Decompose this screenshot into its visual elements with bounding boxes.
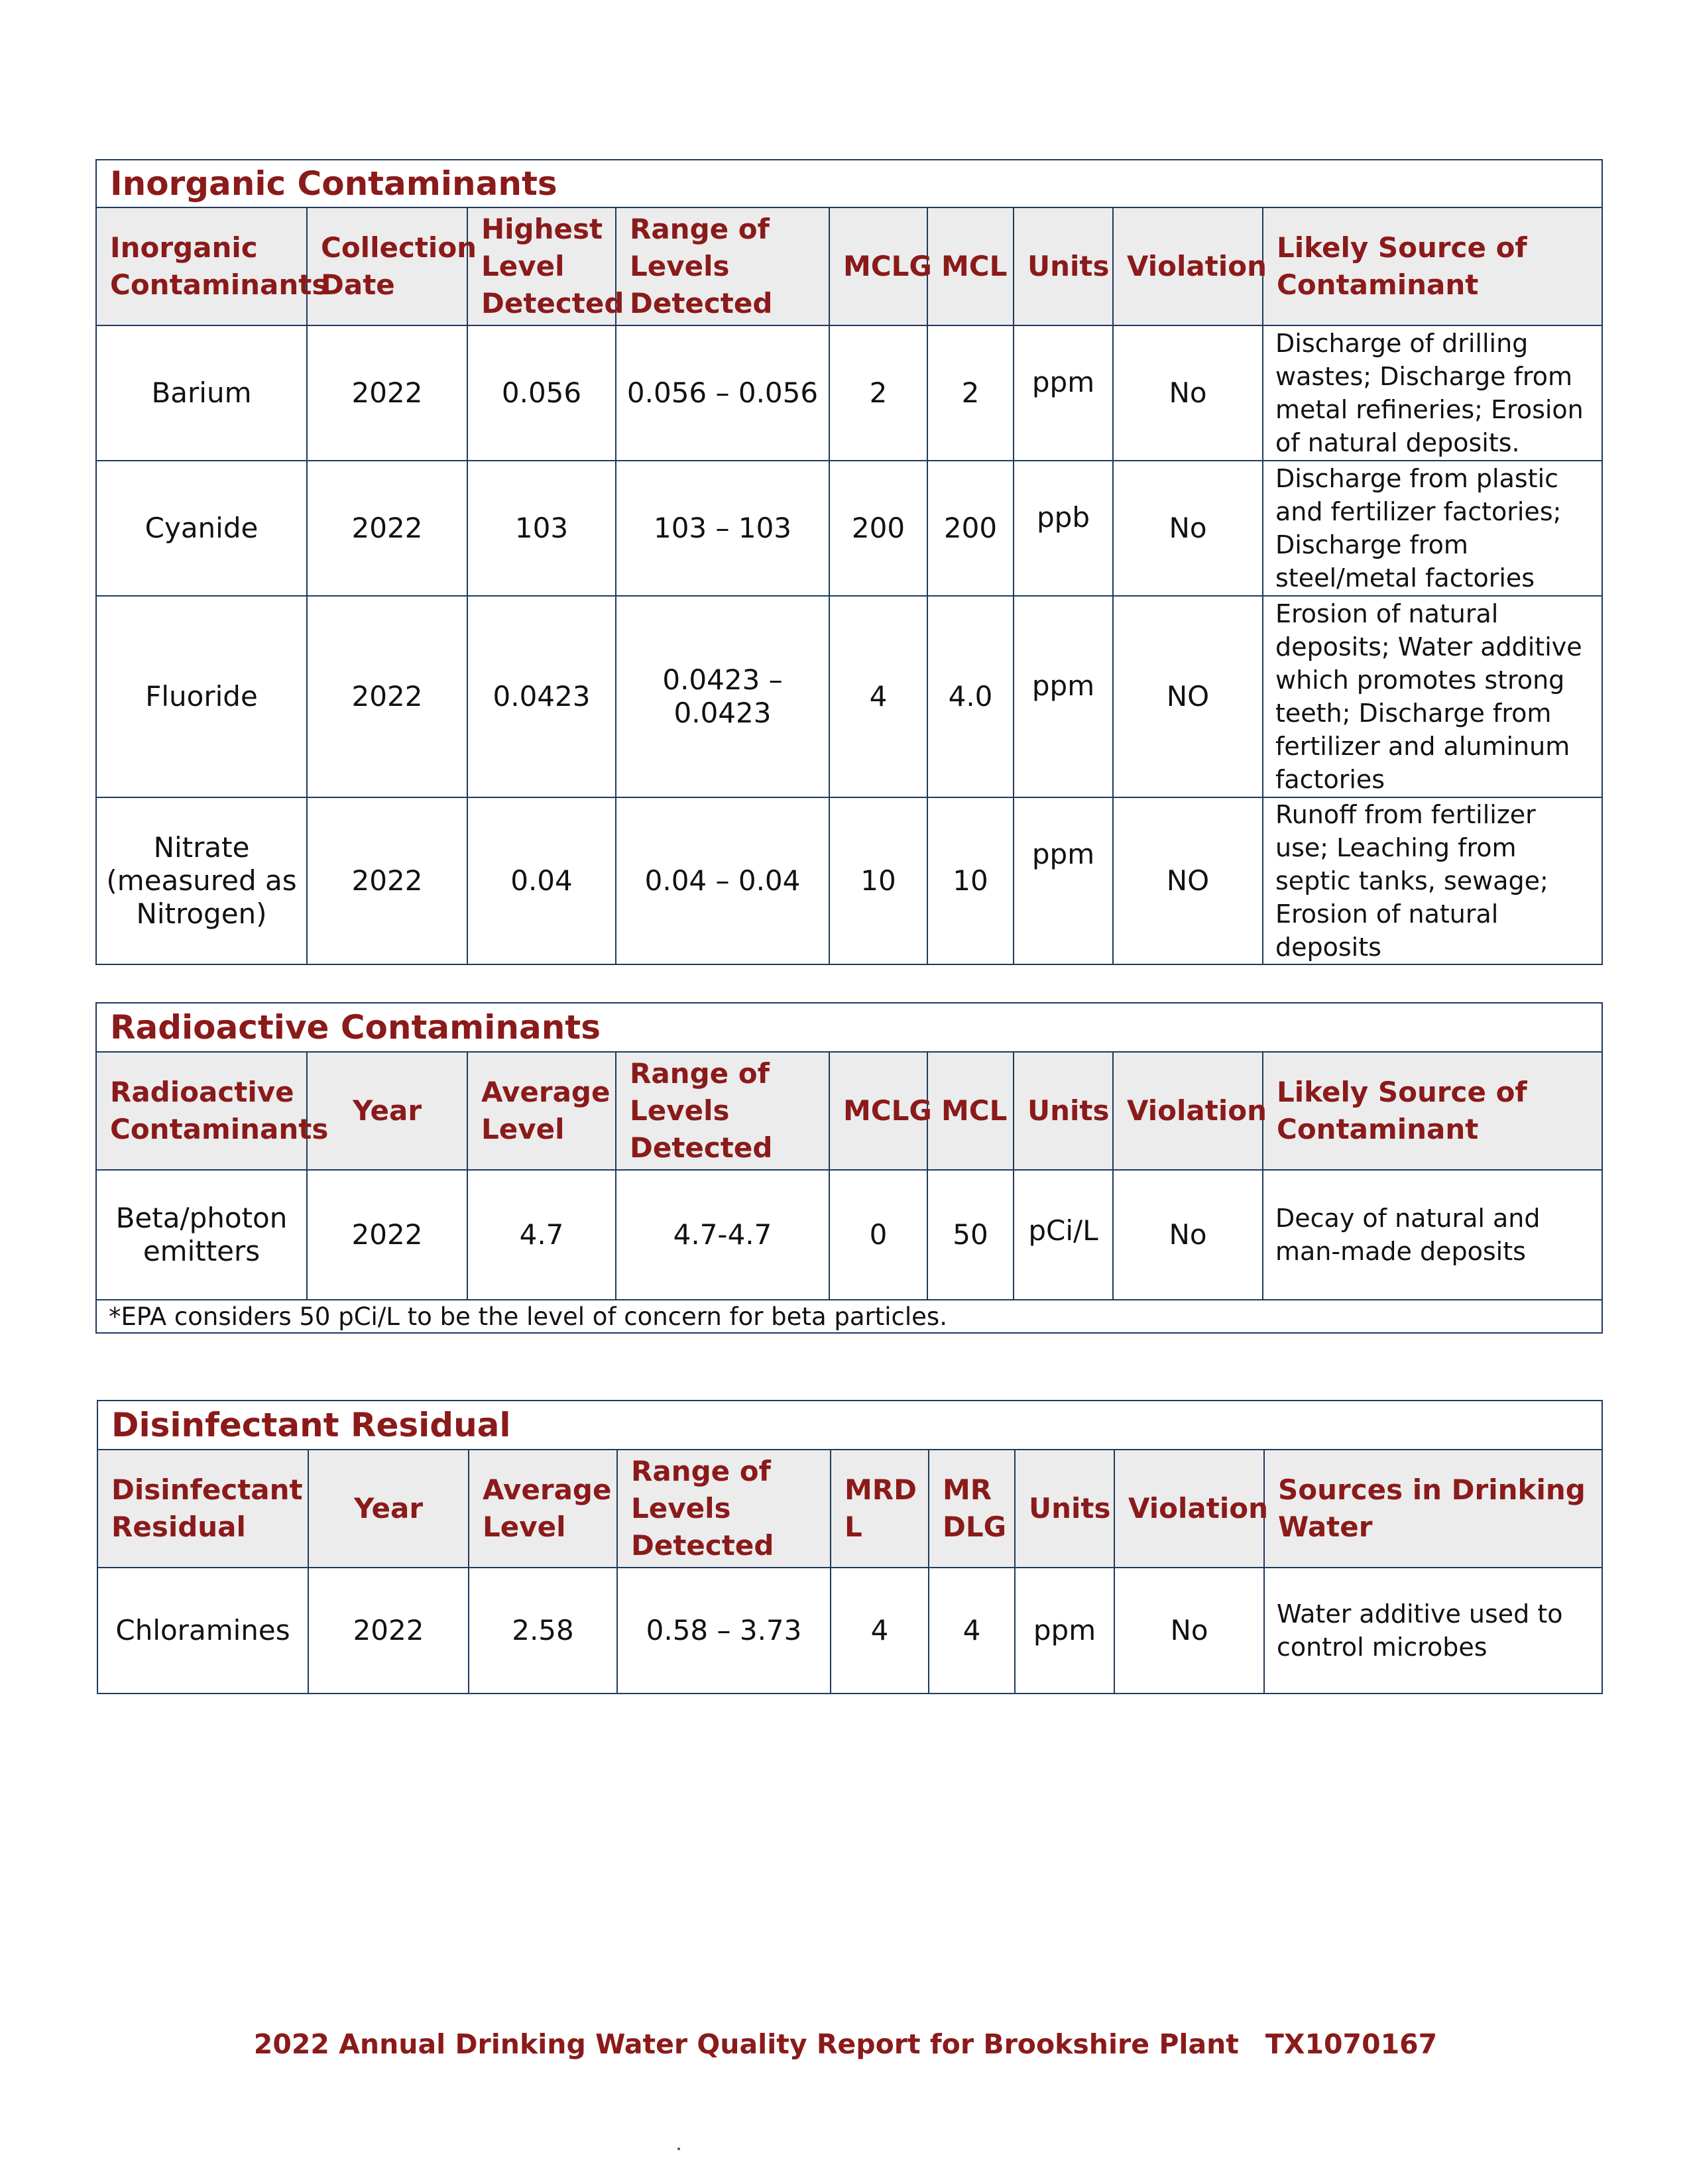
cell-violation: No bbox=[1113, 1170, 1263, 1300]
header-mcl: MCL bbox=[927, 1052, 1014, 1170]
cell-date: 2022 bbox=[307, 461, 467, 596]
header-residual: Disinfectant Residual bbox=[97, 1450, 308, 1568]
cell-residual: Chloramines bbox=[97, 1568, 308, 1694]
cell-range: 0.58 – 3.73 bbox=[617, 1568, 831, 1694]
cell-mrdlg: 4 bbox=[929, 1568, 1015, 1694]
section-title: Radioactive Contaminants bbox=[96, 1003, 1602, 1052]
cell-year: 2022 bbox=[308, 1568, 469, 1694]
cell-mcl: 2 bbox=[927, 325, 1014, 461]
cell-highest: 103 bbox=[467, 461, 616, 596]
section-title: Inorganic Contaminants bbox=[96, 160, 1602, 207]
cell-contaminant: Cyanide bbox=[96, 461, 307, 596]
cell-mclg: 0 bbox=[829, 1170, 927, 1300]
cell-range: 0.04 – 0.04 bbox=[616, 797, 829, 964]
header-year: Year bbox=[308, 1450, 469, 1568]
cell-units: ppm bbox=[1015, 1568, 1114, 1694]
header-range: Range of Levels Detected bbox=[616, 1052, 829, 1170]
cell-mclg: 10 bbox=[829, 797, 927, 964]
cell-date: 2022 bbox=[307, 797, 467, 964]
cell-mcl: 4.0 bbox=[927, 596, 1014, 797]
cell-contaminant: Beta/photon emitters bbox=[96, 1170, 307, 1300]
header-average-level: Average Level bbox=[467, 1052, 616, 1170]
cell-date: 2022 bbox=[307, 325, 467, 461]
header-mclg: MCLG bbox=[829, 1052, 927, 1170]
cell-highest: 0.04 bbox=[467, 797, 616, 964]
header-units: Units bbox=[1015, 1450, 1114, 1568]
header-violation: Violation bbox=[1113, 207, 1263, 325]
cell-units: ppm bbox=[1014, 797, 1113, 964]
cell-source: Discharge from plastic and fertilizer factories; Discharge from steel/metal factories bbox=[1263, 461, 1602, 596]
cell-violation: No bbox=[1113, 461, 1263, 596]
inorganic-table bbox=[95, 159, 1603, 965]
cell-source: Water additive used to control microbes bbox=[1264, 1568, 1602, 1694]
cell-units: ppm bbox=[1014, 325, 1113, 461]
header-source: Likely Source of Contaminant bbox=[1263, 1052, 1602, 1170]
table-row bbox=[97, 1568, 1602, 1694]
page-footer bbox=[0, 2028, 1691, 2060]
table-row bbox=[96, 797, 1602, 964]
cell-units: pCi/L bbox=[1014, 1170, 1113, 1300]
header-highest-level: Highest Level Detected bbox=[467, 207, 616, 325]
cell-highest: 0.056 bbox=[467, 325, 616, 461]
header-collection-date: Collection Date bbox=[307, 207, 467, 325]
header-source: Likely Source of Contaminant bbox=[1263, 207, 1602, 325]
header-contaminant: Inorganic Contaminants bbox=[96, 207, 307, 325]
cell-contaminant: Barium bbox=[96, 325, 307, 461]
cell-contaminant: Nitrate (measured as Nitrogen) bbox=[96, 797, 307, 964]
cell-mclg: 4 bbox=[829, 596, 927, 797]
table-row bbox=[96, 596, 1602, 797]
header-mclg: MCLG bbox=[829, 207, 927, 325]
header-sources: Sources in Drinking Water bbox=[1264, 1450, 1602, 1568]
cell-mclg: 200 bbox=[829, 461, 927, 596]
header-average-level: Average Level bbox=[469, 1450, 617, 1568]
cell-year: 2022 bbox=[307, 1170, 467, 1300]
footnote: *EPA considers 50 pCi/L to be the level of concern for beta particles. bbox=[96, 1300, 1602, 1333]
disinfectant-table bbox=[97, 1400, 1603, 1694]
cell-violation: NO bbox=[1113, 596, 1263, 797]
header-units: Units bbox=[1014, 207, 1113, 325]
footer-title: 2022 Annual Drinking Water Quality Report for Brookshire Plant bbox=[253, 2028, 1239, 2060]
cell-highest: 0.0423 bbox=[467, 596, 616, 797]
header-mcl: MCL bbox=[927, 207, 1014, 325]
cell-average: 2.58 bbox=[469, 1568, 617, 1694]
cell-mcl: 10 bbox=[927, 797, 1014, 964]
cell-mclg: 2 bbox=[829, 325, 927, 461]
header-violation: Violation bbox=[1114, 1450, 1264, 1568]
cell-range: 4.7-4.7 bbox=[616, 1170, 829, 1300]
radioactive-table bbox=[95, 1002, 1603, 1334]
cell-average: 4.7 bbox=[467, 1170, 616, 1300]
header-violation: Violation bbox=[1113, 1052, 1263, 1170]
cell-violation: NO bbox=[1113, 797, 1263, 964]
cell-range: 0.056 – 0.056 bbox=[616, 325, 829, 461]
cell-mcl: 50 bbox=[927, 1170, 1014, 1300]
header-range: Range of Levels Detected bbox=[616, 207, 829, 325]
cell-units: ppm bbox=[1014, 596, 1113, 797]
table-row bbox=[96, 1170, 1602, 1300]
header-year: Year bbox=[307, 1052, 467, 1170]
cell-violation: No bbox=[1113, 325, 1263, 461]
header-contaminant: Radioactive Contaminants bbox=[96, 1052, 307, 1170]
table-row bbox=[96, 461, 1602, 596]
cell-source: Erosion of natural deposits; Water additive which promotes strong teeth; Discharge from fertilizer and aluminum factories bbox=[1263, 596, 1602, 797]
cell-violation: No bbox=[1114, 1568, 1264, 1694]
cell-range: 0.0423 – 0.0423 bbox=[616, 596, 829, 797]
footer-system-id: TX1070167 bbox=[1265, 2028, 1438, 2060]
table-row bbox=[96, 325, 1602, 461]
cell-source: Decay of natural and man-made deposits bbox=[1263, 1170, 1602, 1300]
stray-mark bbox=[677, 2148, 680, 2150]
header-units: Units bbox=[1014, 1052, 1113, 1170]
cell-source: Discharge of drilling wastes; Discharge from metal refineries; Erosion of natural deposits. bbox=[1263, 325, 1602, 461]
section-title: Disinfectant Residual bbox=[97, 1401, 1602, 1450]
header-mrdl: MRD L bbox=[831, 1450, 929, 1568]
cell-units: ppb bbox=[1014, 461, 1113, 596]
cell-contaminant: Fluoride bbox=[96, 596, 307, 797]
cell-source: Runoff from fertilizer use; Leaching from septic tanks, sewage; Erosion of natural deposits bbox=[1263, 797, 1602, 964]
cell-mcl: 200 bbox=[927, 461, 1014, 596]
header-mrdlg: MR DLG bbox=[929, 1450, 1015, 1568]
cell-date: 2022 bbox=[307, 596, 467, 797]
cell-mrdl: 4 bbox=[831, 1568, 929, 1694]
cell-range: 103 – 103 bbox=[616, 461, 829, 596]
header-range: Range of Levels Detected bbox=[617, 1450, 831, 1568]
